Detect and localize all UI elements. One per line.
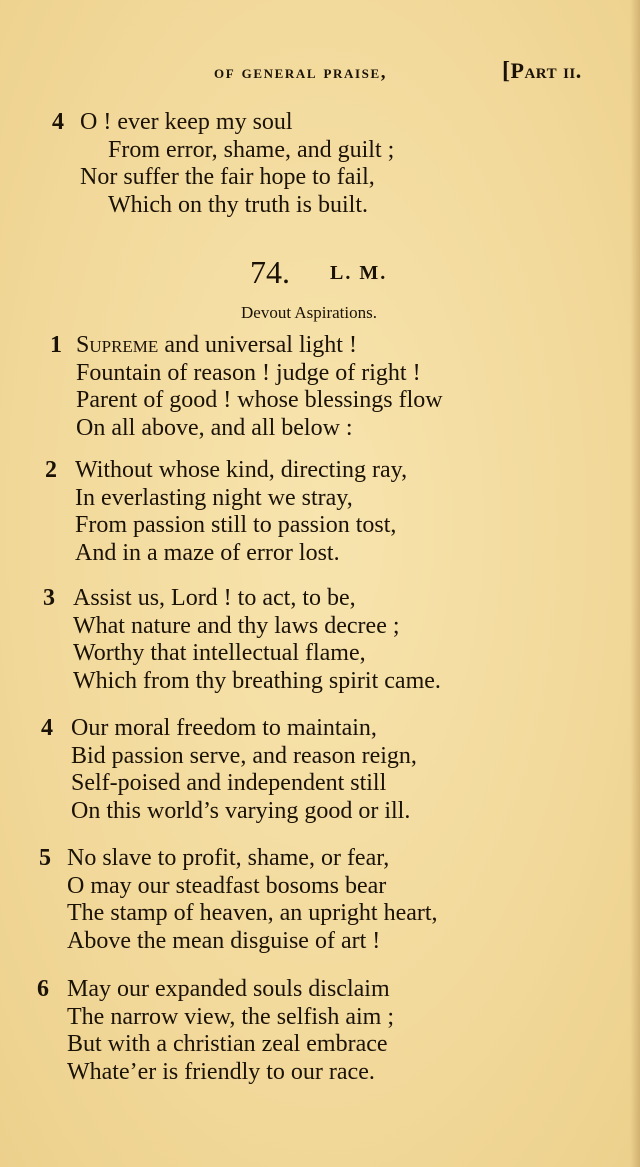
- stanza-number: 4: [41, 715, 53, 741]
- verse-line: Which from thy breathing spirit came.: [73, 667, 441, 694]
- verse-line: Assist us, Lord ! to act, to be,: [73, 585, 356, 611]
- stanza-1: [50, 332, 443, 442]
- hymn-subtitle: Devout Aspirations.: [241, 303, 377, 322]
- verse-line-rest: and universal light !: [158, 332, 357, 358]
- verse-line: [76, 332, 443, 360]
- verse-line: In everlasting night we stray,: [75, 484, 353, 511]
- verse-line: Bid passion serve, and reason reign,: [71, 742, 417, 769]
- hymn-number: 74.: [250, 254, 290, 290]
- verse-line: And in a maze of error lost.: [75, 539, 340, 566]
- stanza-number: 6: [37, 976, 49, 1002]
- verse-line: The stamp of heaven, an upright heart,: [67, 900, 438, 926]
- stanza-5: [39, 845, 438, 955]
- stanza-number: 3: [43, 585, 55, 611]
- stanza-6: [37, 976, 394, 1086]
- verse-line: Self-poised and independent still: [71, 770, 387, 796]
- stanza-3: [43, 585, 441, 695]
- page-edge-shadow: [630, 0, 640, 1167]
- header-title: of general praise,: [214, 62, 388, 83]
- verse-line: Without whose kind, directing ray,: [75, 457, 408, 483]
- stanza-number: 2: [45, 457, 57, 483]
- verse-line: Fountain of reason ! judge of right !: [76, 359, 421, 386]
- prev-stanza: [52, 109, 394, 219]
- header-part-label: Part ii.: [510, 58, 582, 83]
- verse-line: O ! ever keep my soul: [80, 109, 293, 135]
- verse-line: May our expanded souls disclaim: [67, 976, 390, 1002]
- verse-line: From passion still to passion tost,: [75, 512, 397, 538]
- stanza-number: 1: [50, 332, 62, 358]
- verse-line: What nature and thy laws decree ;: [73, 612, 400, 639]
- verse-line: The narrow view, the selfish aim ;: [67, 1003, 395, 1030]
- verse-line: Whate’er is friendly to our race.: [67, 1058, 375, 1085]
- verse-line: Our moral freedom to maintain,: [71, 715, 377, 741]
- verse-line: On this world’s varying good or ill.: [71, 797, 411, 824]
- stanza-number: 4: [52, 109, 64, 135]
- stanza-number: 5: [39, 845, 51, 871]
- verse-line: Above the mean disguise of art !: [67, 927, 381, 954]
- running-header: [0, 58, 640, 88]
- stanza-2: [45, 457, 407, 567]
- verse-line: Nor suffer the fair hope to fail,: [80, 164, 375, 190]
- verse-line: But with a christian zeal embrace: [67, 1031, 388, 1057]
- verse-line: From error, shame, and guilt ;: [108, 136, 395, 163]
- verse-line: Worthy that intellectual flame,: [73, 640, 366, 666]
- header-part-bracket: [: [502, 58, 511, 84]
- first-word-smallcaps: Supreme: [76, 332, 159, 358]
- verse-line: No slave to profit, shame, or fear,: [67, 845, 390, 871]
- header-part: [502, 58, 582, 85]
- verse-line: Which on thy truth is built.: [108, 191, 368, 218]
- hymn-meter: L. M.: [330, 262, 388, 284]
- verse-line: Parent of good ! whose blessings flow: [76, 387, 443, 413]
- verse-line: O may our steadfast bosoms bear: [67, 872, 387, 899]
- stanza-4: [41, 715, 417, 825]
- verse-line: On all above, and all below :: [76, 414, 353, 441]
